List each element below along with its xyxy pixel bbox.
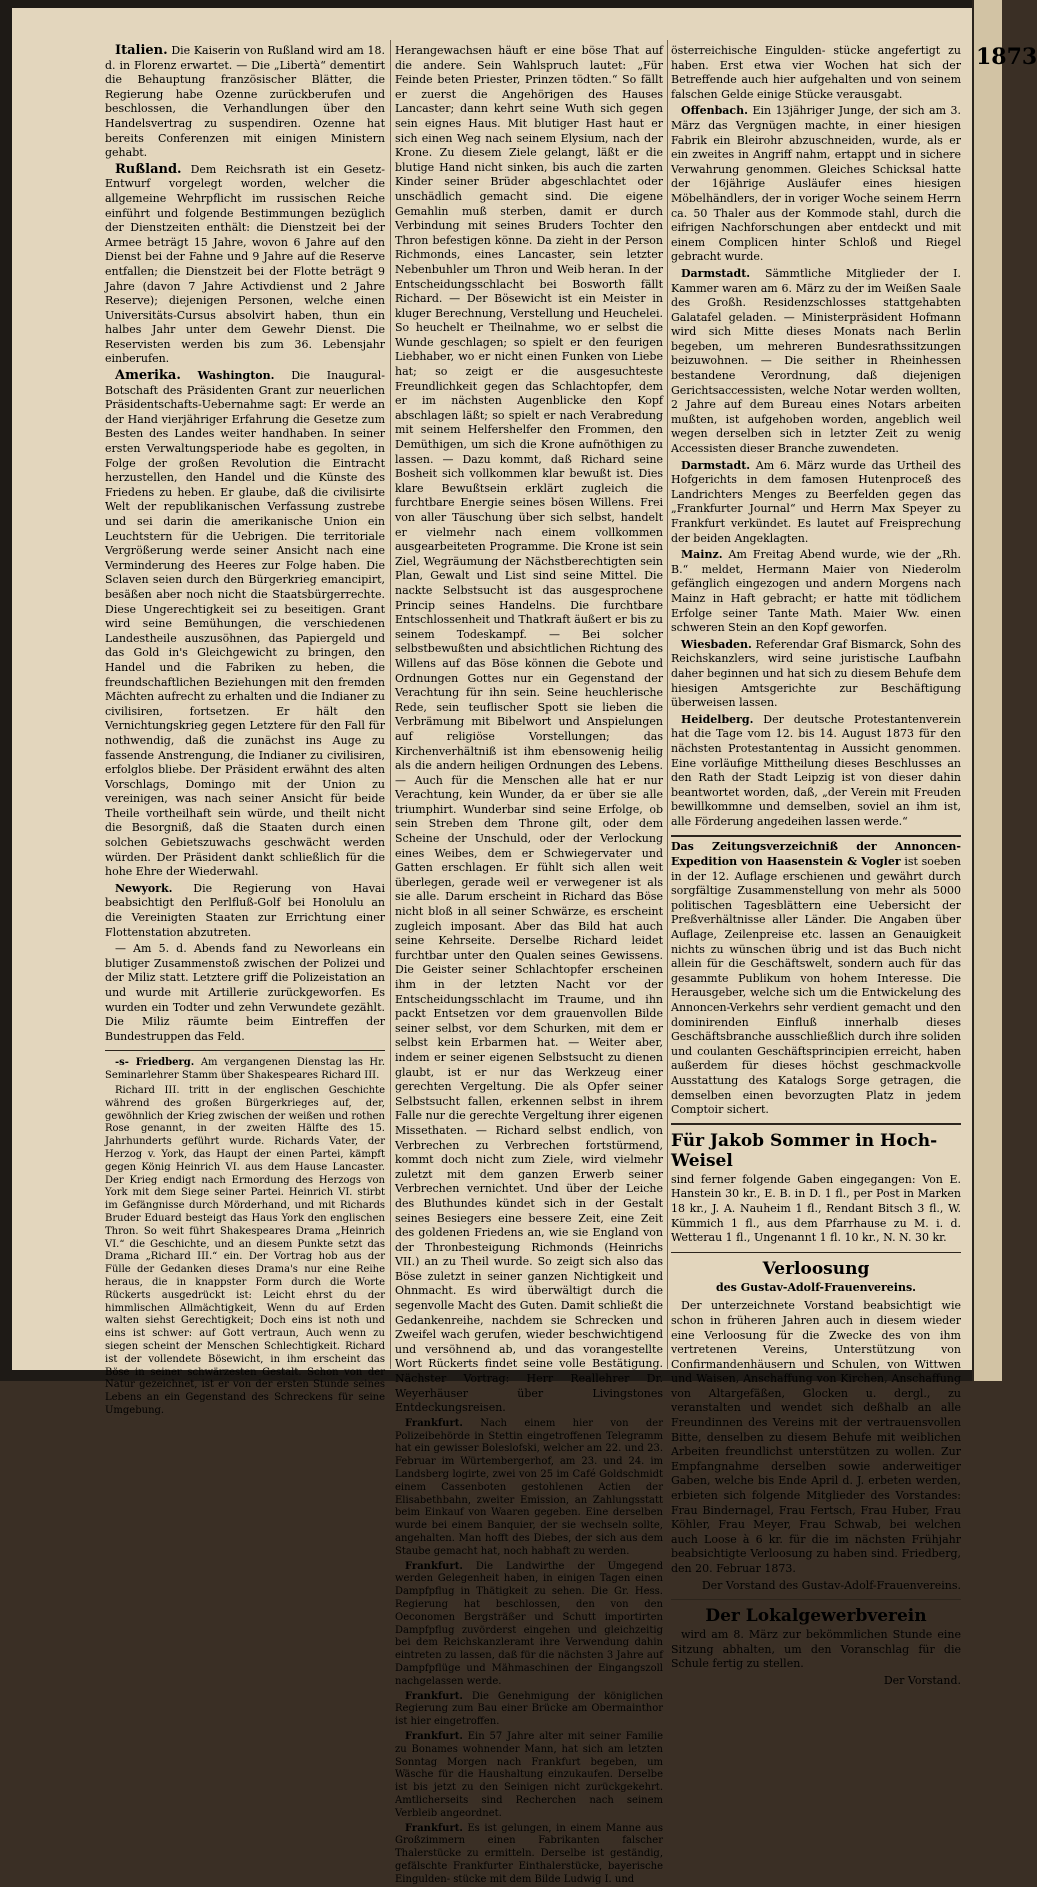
- ad-heading-verloosung: Verloosung: [762, 1258, 870, 1279]
- article-darmstadt-2: [671, 459, 961, 547]
- column-2: [395, 44, 663, 1885]
- dateline: Frankfurt.: [405, 1822, 463, 1834]
- article-text: Die Landwirthe der Umgegend werden Gelegenheit haben, in einigen Tagen einen Dampfpflug in Thätigkeit zu sehen. Die Gr. Hess. Regierung hat beschlossen, den von den Oeconomen Bergsträßer und Schutt importirten Dampfpflug zuvörderst eingehen und gleichzeitig bei dem Reichskanzleramt ihre Verwendung dahin eintreten zu lassen, daß für die nächsten 3 Jahre auf Dampfpflüge und Mähmaschinen der Eingangszoll nachgelassen werde.: [395, 1560, 663, 1687]
- article-frankfurt-2: [395, 1561, 663, 1689]
- article-text: Die Kaiserin von Rußland wird am 18. d. in Florenz erwartet. — Die „Libertà“ dementirt die Behauptung französischer Blätter, die Regierung habe Ozenne zurückberufen und beschlossen, die Verhandlungen über den Handelsvertrag zu suspendiren. Ozenne hat bereits Conferenzen mit einigen Ministern gehabt.: [105, 44, 385, 160]
- article-text: Der deutsche Protestantenverein hat die Tage vom 12. bis 14. August 1873 für den nächsten Protestantentag in Aussicht genommen. Eine vorläufige Mittheilung dieses Beschlusses an den Rath der Stadt Leipzig ist von dieser dahin beantwortet worden, daß, „der Verein mit Freuden bewillkommne und demselben, soviel an ihm ist, alle Förderung angedeihen lassen werde.“: [671, 712, 961, 828]
- article-frankfurt-4: [395, 1731, 663, 1821]
- article-text: Herangewachsen häuft er eine böse That auf die andere. Sein Wahlspruch lautet: „Für Feinde beten Priester, Prinzen tödten.“ So fällt er zuerst die Angehörigen des Hauses Lancaster; dann kehrt seine Wuth sich gegen sein eignes Haus. Mit blutiger Hast haut er sich einen Weg nach seinem Elysium, nach der Krone. Zu diesem Ziele gelangt, läßt er die blutige Hand nicht sinken, bis auch die zarten Kinder seiner Brüder abgeschlachtet oder unschädlich gemacht sind. Die eigene Gemahlin muß sterben, damit er durch Verbindung mit seines Bruders Tochter den Thron befestigen könne. Da zieht in der Person Richmonds, eines Lancaster, sein letzter Nebenbuhler um Thron und Weib heran. In der Entscheidungsschlacht bei Bosworth fällt Richard. — Der Bösewicht ist ein Meister in kluger Berechnung, Verstellung und Heuchelei. So heuchelt er Theilnahme, wo er selbst die Wunde geschlagen; so spielt er den feurigen Liebhaber, wo er nicht einen Funken von Liebe hat; so zeigt er die ausgesuchteste Freundlichkeit gegen das Schlachtopfer, dem er im nächsten Augenblicke den Kopf abschlagen läßt; so spielt er nach Verabredung mit seinem Helfershelfer den Frommen, den Demüthigen, um sich die Krone aufnöthigen zu lassen. — Dazu kommt, daß Richard seine Bosheit sich vollkommen klar bewußt ist. Dies klare Bewußtsein erklärt zugleich die furchtbare Energie seines bösen Willens. Frei von aller Täuschung über sich selbst, handelt er vielmehr nach einem vollkommen ausgearbeiteten Programme. Die Krone ist sein Ziel, Wegräumung der Nächstberechtigten sein Plan, Gewalt und List sind seine Mittel. Die nackte Selbstsucht ist das ausgesprochene Princip seines Handelns. Die furchtbare Entschlossenheit und Thatkraft äußert er bis zu seinem Todeskampf. — Bei solcher selbstbewußten und absichtlichen Richtung des Willens auf das Böse können die Gebote und Ordnungen Gottes nur ein Gegenstand der Verachtung für ihn sein. Seine heuchlerische Rede, sein teuflischer Spott sie lieben die Verbrämung mit Bibelwort und Anspielungen auf religiöse Vorstellungen; das Kirchenverhältniß ist ihm ebensowenig heilig als die andern heiligen Ordnungen des Lebens. — Auch für die Menschen alle hat er nur Verachtung, kein Wunder, da er über sie alle triumphirt. Wunderbar sind seine Erfolge, ob sein Streben dem Throne gilt, oder dem Scheine der Unschuld, oder der Verlockung eines Weibes, dem er Schwiegervater und Gatten erschlagen. Er fühlt sich allen weit überlegen, gerade weil er verwegener ist als sie alle. Darum erscheint in Richard das Böse nicht bloß in all seiner Schwärze, es erscheint zugleich imposant. Aber das Bild hat auch seine Kehrseite. Derselbe Richard leidet furchtbar unter den Qualen seines Gewissens. Die Geister seiner Schlachtopfer erscheinen ihm in der letzten Nacht vor der Entscheidungsschlacht im Traume, und ihn packt Entsetzen vor dem grauenvollen Bilde seiner selbst, vor dem Schurken, mit dem er selbst kein Erbarmen hat. — Weiter aber, indem er seiner eigenen Selbstsucht zu dienen glaubt, ist er nur das Werkzeug einer gerechten Vergeltung. Die als Opfer seiner Selbstsucht fallen, erkennen selbst in ihrem Falle nur die gerechte Vergeltung ihrer eigenen Missethaten. — Richard selbst endlich, von Verbrechen zu Verbrechen fortstürmend, kommt doch nicht zum Ziele, wird vielmehr zuletzt mit dem ganzen Erwerb seiner Verbrechen vernichtet. Und über der Leiche des Bluthundes kündet sich in der Gestalt seines Besiegers eine bessere Zeit, eine Zeit des goldenen Friedens an, wie sie England von der Thronbesteigung Richmonds (Heinrichs VII.) an zu Theil wurde. So zeigt sich also das Böse zuletzt in seiner ganzen Nichtigkeit und Ohnmacht. Es wird überwältigt durch die segenvolle Macht des Guten. Damit schließt die Gedankenreihe, nachdem sie Schrecken und Zweifel wach gerufen, wieder beschwichtigend und versöhnend ab, und das vorangestellte Wort Rückerts findet seine volle Bestätigung. Nächster Vortrag: Herr Reallehrer Dr. Weyerhäuser über Livingstones Entdeckungsreisen.: [395, 44, 663, 1415]
- article-offenbach: [671, 104, 961, 265]
- article-russland: [105, 163, 385, 367]
- dateline: -s- Friedberg.: [115, 1057, 195, 1069]
- article-heidelberg: [671, 713, 961, 830]
- article-text: ist soeben in der 12. Auflage erschienen und gewährt durch sorgfältige Zusammenstellung von mehr als 5000 politischen Tagesblättern eine Uebersicht der Preßverhältnisse aller Länder. Die Angaben über Auflage, Zeilenpreise etc. lassen an Genauigkeit nichts zu wünschen übrig und ist das Buch nicht allein für die Geschäftswelt, sondern auch für das gesammte Publikum von hohem Interesse. Die Herausgeber, welche sich um die Entwickelung des Annoncen-Verkehrs sehr verdient gemacht und den dominirenden Einfluß innerhalb dieses Geschäftsbranche ausschließlich durch ihre soliden und coulanten Geschäftsprincipien erreicht, haben außerdem für dieses höchst geschmackvolle Ausstattung des Katalogs Sorge getragen, die demselben einen bevorzugten Platz in jedem Comptoir sichert.: [671, 855, 961, 1117]
- dateline: Offenbach.: [681, 104, 748, 118]
- section-heading: Italien.: [115, 43, 168, 58]
- article-newyork: [105, 882, 385, 940]
- article-italien: [105, 44, 385, 161]
- ad-signature: Der Vorstand.: [883, 1673, 961, 1687]
- divider: [671, 1252, 961, 1253]
- article-text: sind ferner folgende Gaben eingegangen: Von E. Hanstein 30 kr., E. B. in D. 1 fl., per Post in Marken 18 kr., J. A. Nauheim 1 fl., Rendant Bitsch 3 fl., W. Kümmich 1 fl., aus dem Pfarrhause zu M. i. d. Wetterau 1 fl., Ungenannt 1 fl. 10 kr., N. N. 30 kr.: [671, 1172, 961, 1245]
- article-frankfurt-5: [395, 1823, 663, 1887]
- article-text: Die Regierung von Havai beabsichtigt den Perlfluß-Golf bei Honolulu an die Vereinigten Staaten zur Errichtung einer Flottenstation abzutreten.: [105, 881, 386, 939]
- article-wiesbaden: [671, 638, 961, 711]
- section-heading: Amerika.: [115, 368, 181, 384]
- article-text: Die Genehmigung der königlichen Regierung zum Bau einer Brücke am Obermainthor ist hier eingetroffen.: [395, 1690, 663, 1728]
- ad-heading: Das Zeitungsverzeichniß der Annoncen-Expedition von Haasenstein & Vogler: [671, 840, 961, 869]
- divider: [105, 1050, 385, 1051]
- ad-subheading: des Gustav-Adolf-Frauenvereins.: [715, 1280, 917, 1294]
- article-frankfurt-1: [395, 1418, 663, 1559]
- article-text: Nach einem hier von der Polizeibehörde in Stettin eingetroffenen Telegramm hat ein gewisser Boleslofski, welcher am 22. und 23. Februar im Würtembergerhof, am 23. und 24. im Landsberg logirte, zwei von 25 im Café Goldschmidt einem Cassenboten gestohlenen Actien der Elisabethbahn, zweiter Emission, an Zahlungsstatt beim Einkauf von Waaren gegeben. Eine derselben wurde bei einem Banquier, der sie wechseln sollte, angehalten. Man hofft des Diebes, der sich aus dem Staube gemacht hat, noch habhaft zu werden.: [395, 1417, 663, 1557]
- article-continued: [395, 44, 663, 1416]
- article-text: Richard III. tritt in der englischen Geschichte während des großen Bürgerkrieges auf, der, gewöhnlich der Krieg zwischen der weißen und rothen Rose genannt, in der zweiten Hälfte des 15. Jahrhunderts geführt wurde. Richards Vater, der Herzog v. York, das Haupt der einen Partei, kämpft gegen König Heinrich VI. aus dem Hause Lancaster. Der Krieg endigt nach Ermordung des Herzogs von York mit dem Siege seiner Partei. Heinrich VI. stirbt im Gefängnisse durch Mörderhand, und mit Richards Bruder Eduard besteigt das Haus York den englischen Thron. So weit führt Shakespeares Drama „Heinrich VI.“ die Geschichte, und an diesem Punkte setzt das Drama „Richard III.“ ein. Der Vortrag hob aus der Fülle der Gedanken dieses Drama's nur eine Reihe heraus, die in knappster Form durch die Worte Rückerts ausgedrückt ist: Leicht ehrst du der himmlischen Allmächtigkeit, Wenn du auf Erden walten siehst Gerechtigkeit; Doch eins ist noth und eins ist schwer: auf Gott vertraun, Auch wenn zu siegen scheint der Menschen Schlechtigkeit. Richard ist der vollendete Bösewicht, in ihm erscheint das Böse in seiner schwärzesten Gestalt. Schon von der Natur gezeichnet, ist er von der ersten Stunde seines Lebens an ein Gegenstand des Schreckens für seine Umgebung.: [105, 1084, 385, 1416]
- article-friedberg-2: [105, 1085, 385, 1418]
- column-rule: [390, 40, 391, 1369]
- ad-signature: Der Vorstand des Gustav-Adolf-Frauenvereins.: [701, 1578, 961, 1592]
- column-1: [105, 43, 386, 1416]
- article-neworleans: [105, 942, 385, 1044]
- dateline: Wiesbaden.: [681, 637, 752, 651]
- dateline: Frankfurt.: [405, 1730, 463, 1742]
- article-friedberg: [105, 1057, 385, 1083]
- dateline: Darmstadt.: [681, 458, 751, 472]
- article-text: Die Inaugural-Botschaft des Präsidenten Grant zur neuerlichen Präsidentschafts-Uebernahme sagt: Er werde an der Hand vierjähriger Erfahrung die Gesetze zum Besten des Landes weiter handhaben. In seiner ersten Verwaltungsperiode habe es gegolten, in Folge der großen Revolution die Eintracht herzustellen, den Handel und die Künste des Friedens zu heben. Er glaube, daß die civilisirte Welt der republikanischen Verfassung zustrebe und sei darin die amerikanische Union ein Leuchtstern für die Uebrigen. Die territoriale Vergrößerung werde seiner Ansicht nach eine Verminderung des Heeres zur Folge haben. Die Sclaven seien durch den Bürgerkrieg emancipirt, besäßen aber noch nicht die Staatsbürgerrechte. Diese Ungerechtigkeit sei zu beseitigen. Grant wird seine Bemühungen, die verschiedenen Landestheile auszusöhnen, das Papiergeld und das Gold in's Gleichgewicht zu bringen, den Handel und die Fabriken zu heben, die freundschaftlichen Beziehungen mit den fremden Mächten aufrecht zu erhalten und die Indianer zu civilisiren, fortsetzen. Er hält den Vernichtungskrieg gegen Letztere für den Fall für nothwendig, daß die zunächst ins Auge zu fassende Anstrengung, die Indianer zu civilisiren, erfolglos bliebe. Der Präsident erwähnt des alten Vorschlags, Domingo mit der Union zu vereinigen, was nach seiner Ansicht für beide Theile vortheilhaft sein würde, und theilt nicht die Besorgniß, daß die Staaten durch einen solchen Gebietszuwachs geschwächt werden würden. Der Präsident dankt schließlich für die hohe Ehre der Wiederwahl.: [105, 369, 386, 879]
- article-darmstadt-1: [671, 267, 961, 457]
- article-text: Es ist gelungen, in einem Manne aus Großzimmern einen Fabrikanten falscher Thalerstücke zu ermitteln. Derselbe ist geständig, gefälschte Frankfurter Einthalerstücke, bayerische Eingulden- stücke mit dem Bilde Ludwig I. und: [395, 1822, 663, 1885]
- article-text: — Am 5. d. Abends fand zu Neworleans ein blutiger Zusammenstoß zwischen der Polizei und der Miliz statt. Letztere griff die Polizeistation an und wurde mit Artillerie zurückgeworfen. Es wurden ein Todter und zehn Verwundete gezählt. Die Miliz räumte beim Eintreffen der Bundestruppen das Feld.: [105, 942, 385, 1043]
- article-amerika: [105, 369, 385, 880]
- article-text: Am Freitag Abend wurde, wie der „Rh. B.“ meldet, Hermann Maier von Niederolm gefänglich eingezogen und andern Morgens nach Mainz in Haft gebracht; er hatte mit tödlichem Erfolge seiner Tante Math. Maier Ww. einen schweren Stein an den Kopf geworfen.: [671, 548, 961, 635]
- dateline: Mainz.: [681, 548, 723, 562]
- dateline: Heidelberg.: [681, 712, 754, 726]
- column-3: [671, 44, 962, 1687]
- article-text: österreichische Eingulden- stücke angefertigt zu haben. Erst etwa vier Wochen hat sich der Betreffende auch hier aufgehalten und von seinem falschen Gelde einige Stücke verausgabt.: [671, 44, 961, 101]
- dateline: Washington.: [197, 369, 275, 383]
- article-text: wird am 8. März zur bekömmlichen Stunde eine Sitzung abhalten, um den Voranschlag für die Schule fertig zu stellen.: [671, 1628, 961, 1671]
- ad-heading-lokalgewerbverein: Der Lokalgewerbverein: [705, 1606, 927, 1627]
- ad-verloosung-text: [671, 1299, 961, 1576]
- article-continued: [671, 44, 961, 102]
- adjacent-page-year: 1873: [976, 44, 1037, 70]
- section-heading: Rußland.: [115, 161, 182, 177]
- article-text: Am 6. März wurde das Urtheil des Hofgerichts in dem famosen Hutenproceß des Landrichters Menges zu Beerfelden gegen das „Frankfurter Journal“ und Herrn Max Speyer zu Frankfurt verkündet. Es lautet auf Freisprechung der beiden Angeklagten.: [671, 458, 961, 545]
- article-text: Am vergangenen Dienstag las Hr. Seminarlehrer Stamm über Shakespeares Richard III.: [105, 1057, 385, 1082]
- adjacent-page-edge: [972, 0, 1037, 1381]
- ad-lokalgewerbverein-text: [671, 1628, 961, 1672]
- column-rule: [667, 40, 668, 1369]
- article-mainz: [671, 548, 961, 636]
- article-frankfurt-3: [395, 1691, 663, 1729]
- ad-sommer-text: [671, 1173, 961, 1246]
- ad-zeitungsverzeichnis: [671, 835, 961, 1124]
- article-text: Ein 57 Jahre alter mit seiner Familie zu Bonames wohnender Mann, hat sich am letzten Sonntag Morgen nach Frankfurt begeben, um Wäsche für die Haushaltung einzukaufen. Derselbe ist bis jetzt zu den Seinigen nicht zurückgekehrt. Amtlicherseits sind Recherchen nach seinem Verbleib angeordnet.: [395, 1730, 663, 1819]
- dateline: Frankfurt.: [405, 1417, 463, 1429]
- article-text: Ein 13jähriger Junge, der sich am 3. März das Vergnügen machte, in einer hiesigen Fabrik ein Bleirohr abzuschneiden, wurde, als er ein zweites in Angriff nahm, ertappt und in sichere Verwahrung genommen. Gleiches Schicksal hatte der 16jährige Ausläufer eines hiesigen Möbelhändlers, der in voriger Woche seinem Herrn ca. 50 Thaler aus der Kommode stahl, durch die eifrigen Nachforschungen aber entdeckt und mit einem Complicen hinter Schloß und Riegel gebracht wurde.: [671, 104, 962, 264]
- ad-text: [671, 840, 961, 1117]
- dateline: Frankfurt.: [405, 1560, 463, 1572]
- dateline: Darmstadt.: [681, 266, 751, 280]
- ad-heading-sommer: Für Jakob Sommer in Hoch-Weisel: [671, 1130, 938, 1171]
- article-text: Sämmtliche Mitglieder der I. Kammer waren am 6. März zu der im Weißen Saale des Großh. Residenzschlosses stattgehabten Galatafel geladen. — Ministerpräsident Hofmann wird sich Mitte dieses Monats nach Berlin begeben, um mehreren Bundesrathssitzungen beizuwohnen. — Die seither in Rheinhessen bestandene Verordnung, daß diejenigen Gerichtsaccessisten, welche Notar werden wollten, 2 Jahre auf dem Bureau eines Notars arbeiten mußten, ist aufgehoben worden, angeblich weil wegen derselben sich in letzter Zeit zu wenig Accessisten dieser Branche zuwendeten.: [671, 266, 962, 456]
- article-text: Dem Reichsrath ist ein Gesetz-Entwurf vorgelegt worden, welcher die allgemeine Wehrpflicht im russischen Reiche einführt und folgende Bestimmungen bezüglich der Dienstzeiten enthält: die Dienstzeit bei der Armee beträgt 15 Jahre, wovon 6 Jahre auf den Dienst bei der Fahne und 9 Jahre auf die Reserve entfallen; die Dienstzeit bei der Flotte beträgt 9 Jahre (davon 7 Jahre Activdienst und 2 Jahre Reserve); diejenigen Personen, welche einen Universitäts-Cursus absolvirt haben, thun ein halbes Jahr unter dem Gewehr Dienst. Die Reservisten werden bis zum 36. Lebensjahr einberufen.: [105, 162, 385, 366]
- article-text: Der unterzeichnete Vorstand beabsichtigt wie schon in früheren Jahren auch in diesem wieder eine Verloosung für die Zwecke des von ihm vertretenen Vereins, Unterstützung von Confirmandenhäusern und Schulen, von Wittwen und Waisen, Anschaffung von Kirchen, Anschaffung von Altargefäßen, Glocken u. dergl., zu veranstalten und wendet sich deßhalb an alle Freundinnen des Vereins mit der vertrauensvollen Bitte, denselben zu diesem Behufe mit weiblichen Arbeiten freundlichst unterstützen zu wollen. Zur Empfangnahme derselben sowie anderweitiger Gaben, welche bis Ende April d. J. erbeten werden, erbieten sich folgende Mitglieder des Vorstandes: Frau Bindernagel, Frau Fertsch, Frau Huber, Frau Köhler, Frau Meyer, Frau Schwab, bei welchen auch Loose à 6 kr. für die im nächsten Frühjahr beabsichtigte Verloosung zu haben sind. Friedberg, den 20. Februar 1873.: [671, 1299, 961, 1575]
- article-text: Referendar Graf Bismarck, Sohn des Reichskanzlers, wird seine juristische Laufbahn daher beginnen und hat sich zu diesem Behufe dem hiesigen Amtsgerichte zur Beschäftigung überweisen lassen.: [671, 637, 961, 710]
- dateline: Frankfurt.: [405, 1690, 463, 1702]
- dateline: Newyork.: [115, 881, 173, 895]
- divider: [671, 1599, 961, 1600]
